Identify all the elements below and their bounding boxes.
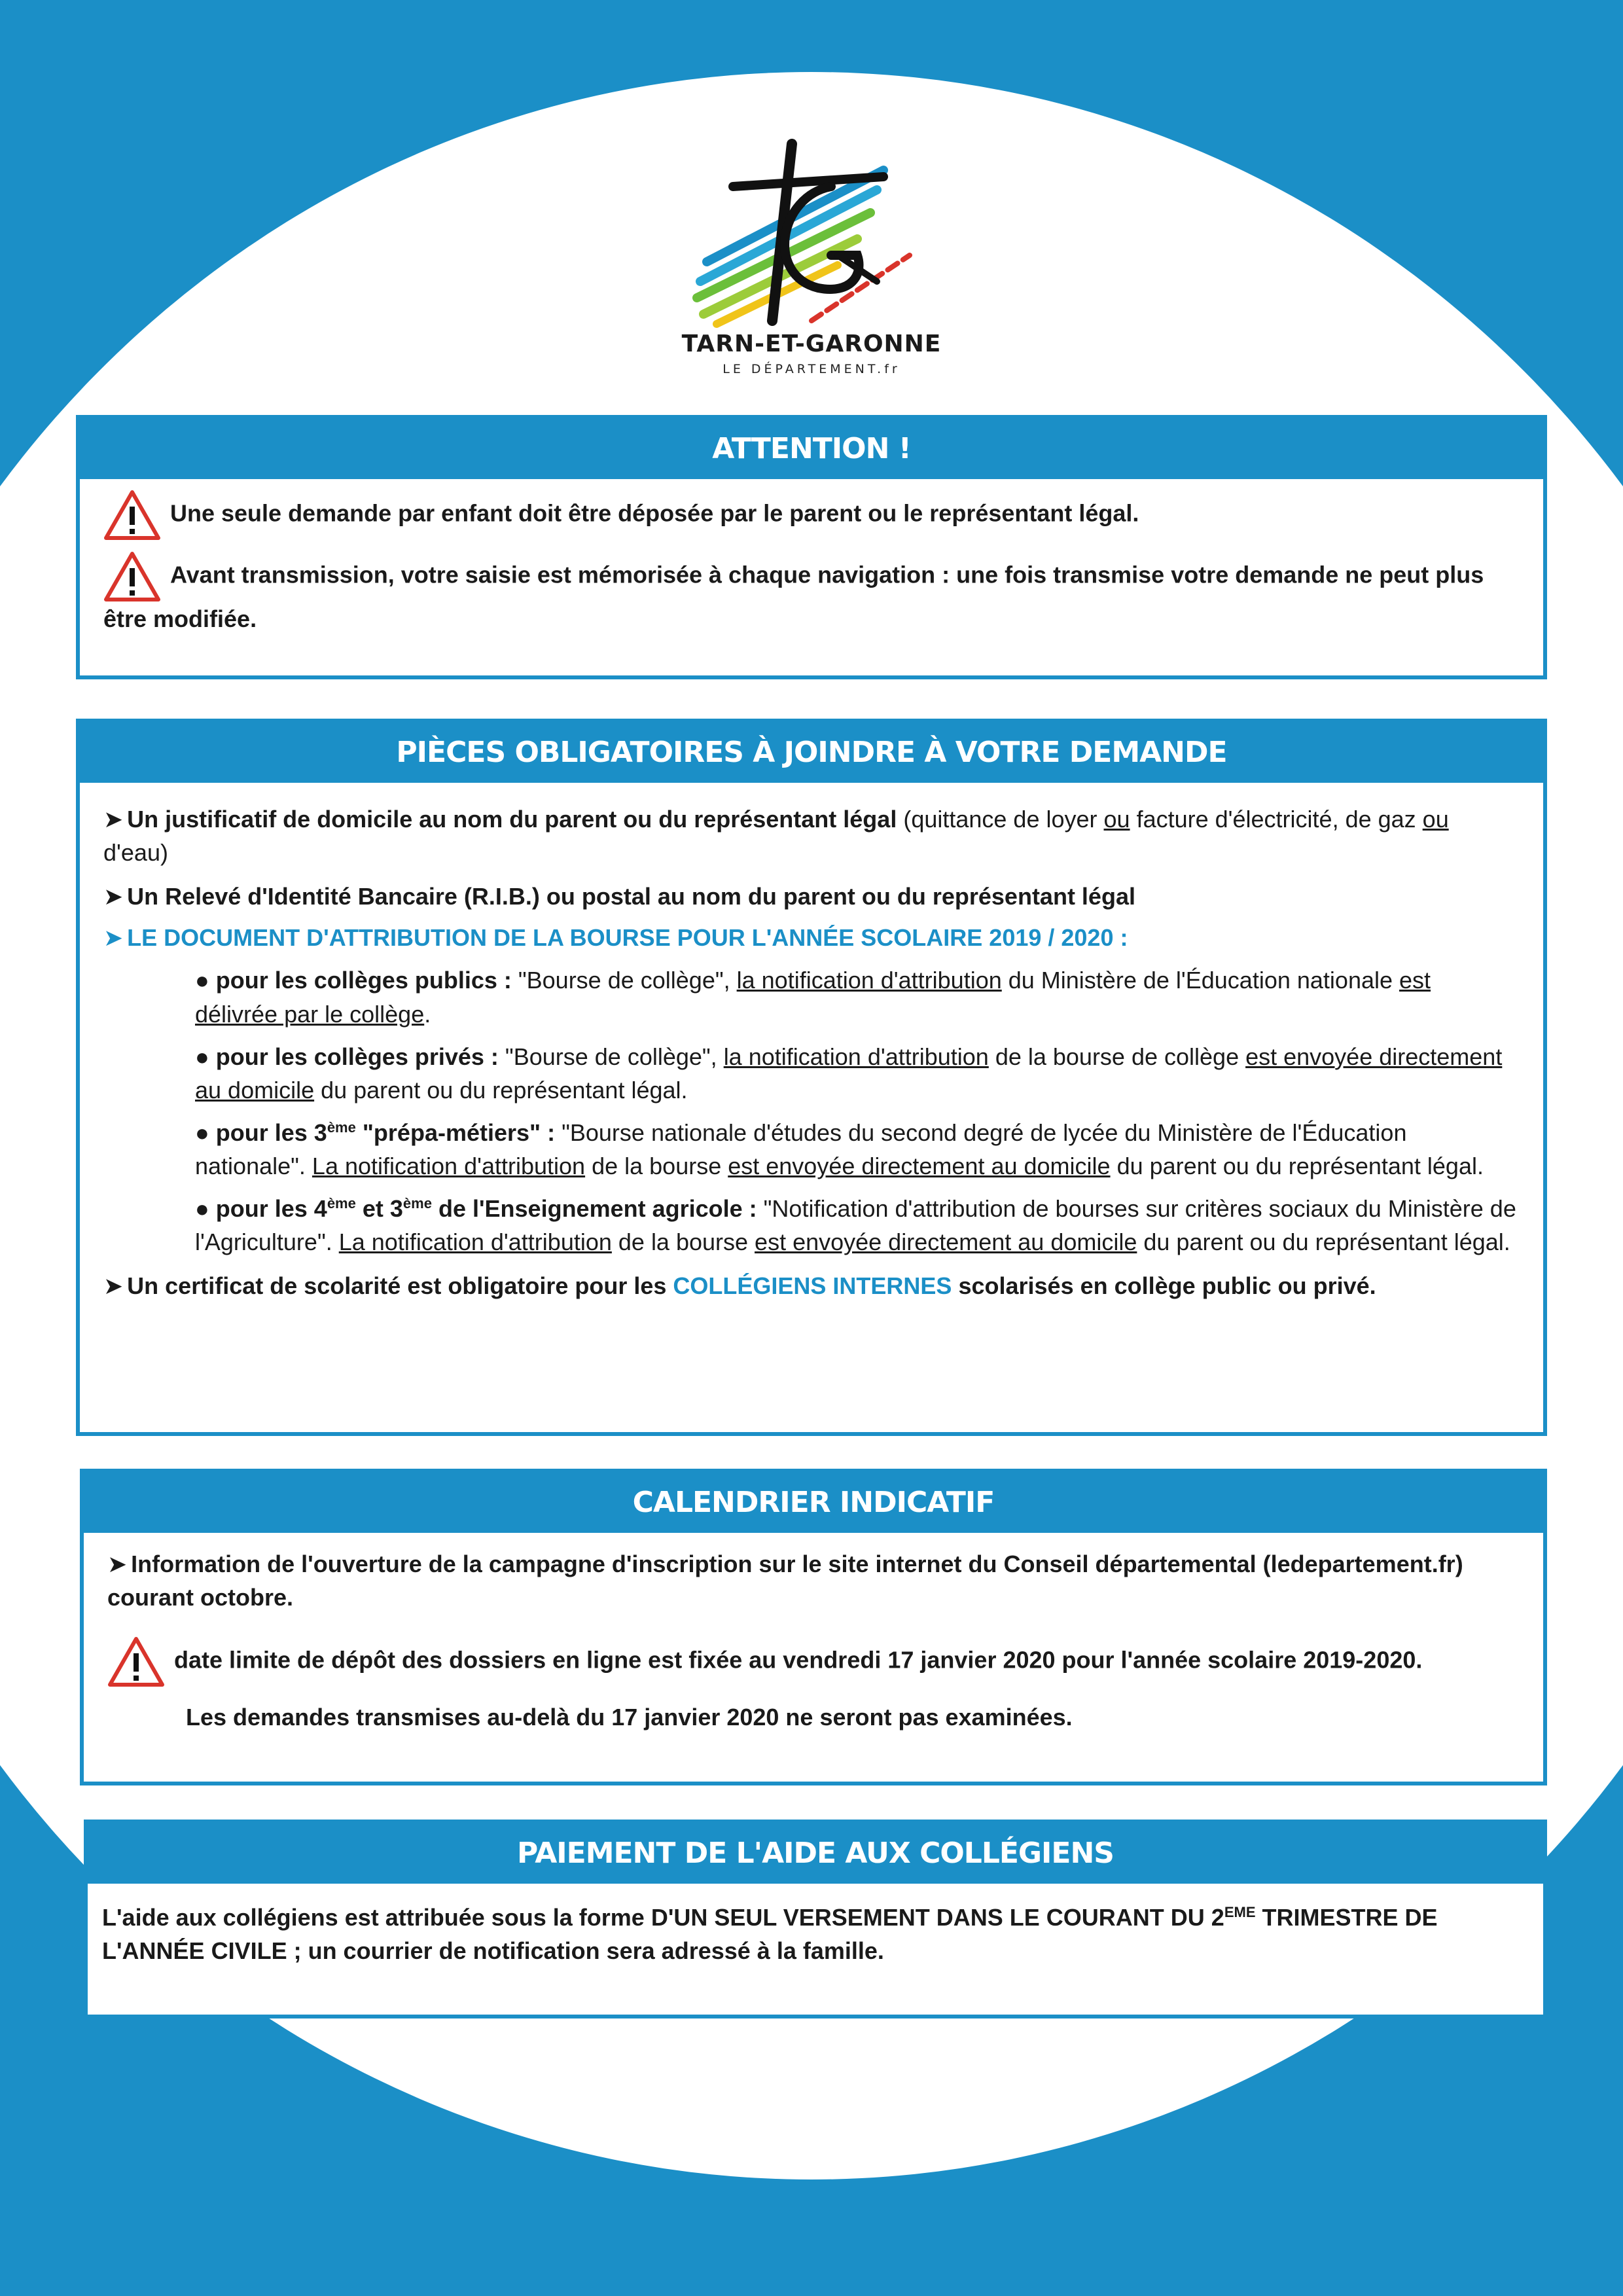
bullet-icon: ●: [195, 1119, 216, 1146]
attention-item-2-text: Avant transmission, votre saisie est mémorisée à chaque navigation : une fois transmise votre demande ne peut plus être modifiée.: [103, 561, 1484, 632]
sub1-bold: pour les collèges publics :: [215, 967, 512, 994]
paiement-text-b: TRIMESTRE DE L'ANNÉE CIVILE ; un courrier de notification sera adressé à la famille.: [102, 1904, 1438, 1965]
item4-a: Un certificat de scolarité est obligatoire pour les: [127, 1272, 673, 1300]
pieces-item-1-ou1: ou: [1103, 806, 1130, 833]
sub2-c: du parent ou du représentant légal.: [314, 1076, 688, 1103]
sub3-c: du parent ou du représentant légal.: [1110, 1152, 1484, 1179]
pieces-item-bourse: [103, 921, 1520, 954]
pieces-item-2-text: Un Relevé d'Identité Bancaire (R.I.B.) ou postal au nom du parent ou du représentant légal: [127, 883, 1135, 910]
warning-icon: [107, 1636, 165, 1687]
sub1-u2: est délivrée par le collège: [195, 967, 1431, 1028]
pieces-item-domicile: [103, 802, 1520, 869]
pieces-item-1-ou2: ou: [1422, 806, 1449, 833]
calendrier-section: [80, 1469, 1547, 1785]
attention-item-1-text: Une seule demande par enfant doit être déposée par le parent ou le représentant légal.: [170, 499, 1139, 527]
paiement-title: PAIEMENT DE L'AIDE AUX COLLÉGIENS: [88, 1823, 1543, 1884]
bourse-sub-agricole: [103, 1192, 1520, 1259]
sub4-u1: La notification d'attribution: [338, 1229, 612, 1256]
warning-icon: [103, 551, 161, 602]
pieces-item-1-b: facture d'électricité, de gaz: [1130, 806, 1423, 833]
bullet-icon: ●: [195, 967, 216, 994]
item4-blue: COLLÉGIENS INTERNES: [673, 1272, 952, 1300]
sub3-sup: ème: [327, 1119, 356, 1136]
sub4-bold-a: pour les 4: [215, 1195, 327, 1223]
paiement-text-sup: EME: [1224, 1904, 1256, 1920]
calendrier-item-3-text: Les demandes transmises au-delà du 17 janvier 2020 ne seront pas examinées.: [186, 1704, 1073, 1731]
arrow-icon: ➤: [107, 1551, 128, 1577]
paiement-text-a: L'aide aux collégiens est attribuée sous la forme D'UN SEUL VERSEMENT DANS LE COURANT DU 2: [102, 1904, 1224, 1931]
sub4-a: "Notification d'attribution de bourses sur critères sociaux du Ministère de l'Agriculture".: [195, 1195, 1516, 1256]
pieces-item-1-a: (quittance de loyer: [897, 806, 1104, 833]
calendrier-item-3: [107, 1700, 1520, 1734]
bullet-icon: ●: [195, 1043, 216, 1070]
sub3-b: de la bourse: [585, 1152, 728, 1179]
arrow-icon: ➤: [103, 883, 124, 910]
pieces-item-rib: [103, 880, 1520, 913]
pieces-title: PIÈCES OBLIGATOIRES À JOINDRE À VOTRE DEMANDE: [80, 723, 1543, 783]
sub1-a: "Bourse de collège",: [511, 967, 737, 994]
sub4-u2: est envoyée directement au domicile: [755, 1229, 1137, 1256]
pieces-item-3-title: LE DOCUMENT D'ATTRIBUTION DE LA BOURSE POUR L'ANNÉE SCOLAIRE 2019 / 2020 :: [127, 924, 1128, 952]
sub4-bold-b: et 3: [355, 1195, 403, 1223]
tarn-et-garonne-logo: [681, 124, 942, 334]
sub4-sup-1: ème: [327, 1195, 356, 1212]
warning-icon: [103, 490, 161, 541]
sub1-b: du Ministère de l'Éducation nationale: [1001, 967, 1400, 994]
bourse-sub-prepa-metiers: [103, 1116, 1520, 1183]
sub3-bold-b: "prépa-métiers" :: [355, 1119, 556, 1146]
bourse-sub-prives: [103, 1040, 1520, 1107]
sub1-c: .: [424, 1000, 431, 1028]
attention-title: ATTENTION !: [80, 419, 1543, 479]
pieces-item-1-bold: Un justificatif de domicile au nom du parent ou du représentant légal: [127, 806, 897, 833]
sub2-bold: pour les collèges privés :: [215, 1043, 499, 1070]
calendrier-item-2-text: date limite de dépôt des dossiers en ligne est fixée au vendredi 17 janvier 2020 pour l'année scolaire 2019-2020.: [174, 1646, 1423, 1674]
sub3-u2: est envoyée directement au domicile: [728, 1152, 1111, 1179]
sub2-u1: la notification d'attribution: [723, 1043, 989, 1070]
paiement-text: [102, 1901, 1529, 1967]
calendrier-item-2: [107, 1636, 1520, 1687]
pieces-item-1-c: d'eau): [103, 839, 168, 867]
attention-section: [76, 415, 1547, 679]
sub4-bold-c: de l'Enseignement agricole :: [431, 1195, 757, 1223]
sub2-a: "Bourse de collège",: [498, 1043, 724, 1070]
attention-item-1: [103, 490, 1520, 541]
paiement-section: [84, 1820, 1547, 2018]
logo-subtitle: LE DÉPARTEMENT.fr: [722, 362, 901, 376]
bourse-sub-publics: [103, 963, 1520, 1030]
arrow-icon: ➤: [103, 1272, 124, 1300]
arrow-icon: ➤: [103, 806, 124, 833]
sub4-c: du parent ou du représentant légal.: [1137, 1229, 1510, 1256]
sub4-sup-2: ème: [402, 1195, 432, 1212]
item4-b: scolarisés en collège public ou privé.: [952, 1272, 1376, 1300]
sub4-b: de la bourse: [611, 1229, 755, 1256]
sub2-b: de la bourse de collège: [988, 1043, 1246, 1070]
sub3-a: "Bourse nationale d'études du second degré de lycée du Ministère de l'Éducation nationale".: [195, 1119, 1407, 1179]
sub1-u1: la notification d'attribution: [736, 967, 1002, 994]
sub3-u1: La notification d'attribution: [312, 1152, 586, 1179]
calendrier-title: CALENDRIER INDICATIF: [84, 1473, 1543, 1533]
sub2-u2: est envoyée directement au domicile: [195, 1043, 1503, 1103]
pieces-section: [76, 719, 1547, 1436]
logo-name: TARN-ET-GARONNE: [681, 331, 942, 357]
sub3-bold-a: pour les 3: [215, 1119, 327, 1146]
calendrier-item-1: [107, 1547, 1520, 1614]
attention-item-2: [103, 551, 1520, 636]
calendrier-item-1-text: Information de l'ouverture de la campagne d'inscription sur le site internet du Conseil départemental (ledepartement.fr) courant octobre.: [107, 1551, 1463, 1611]
pieces-item-certificat: [103, 1269, 1520, 1302]
bullet-icon: ●: [195, 1195, 216, 1223]
arrow-icon: ➤: [103, 924, 124, 952]
